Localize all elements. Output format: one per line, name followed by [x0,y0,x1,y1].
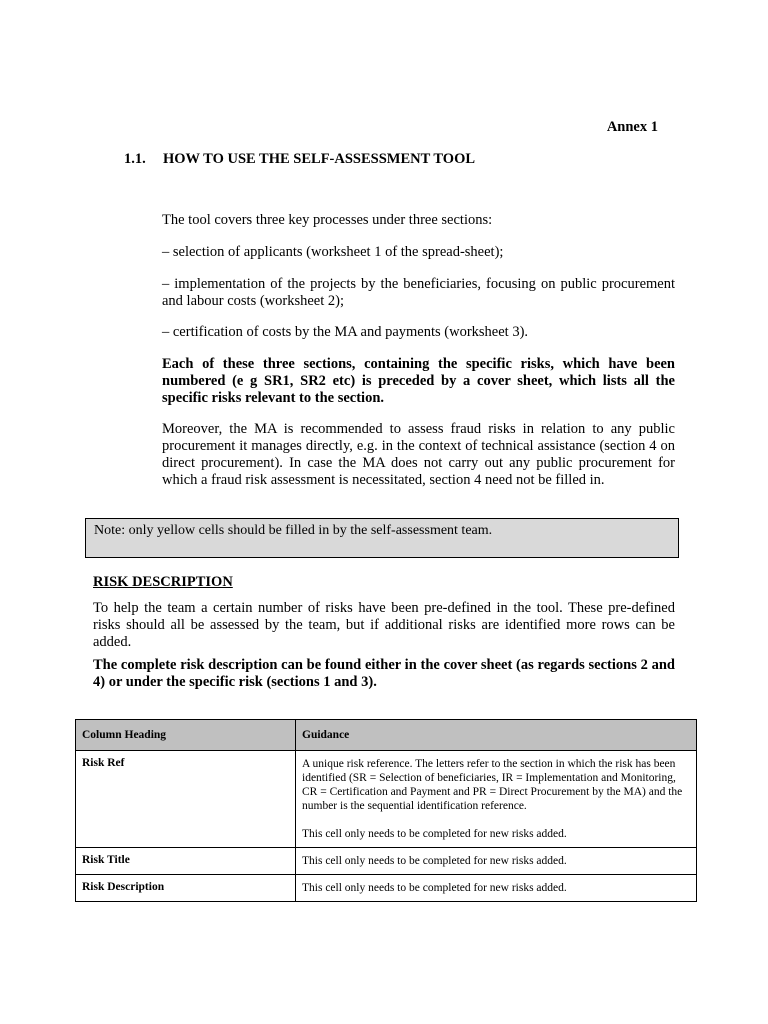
table-row [76,875,697,902]
cover-sheet-paragraph: Each of these three sections, containing the specific risks, which have been numbered (e g SR1, SR2 etc) is preceded by a cover sheet, which lists all the specific risks relevant to the section. [162,356,675,406]
annex-label: Annex 1 [606,119,658,135]
intro-item-1: – selection of applicants (worksheet 1 of the spread-sheet); [162,244,504,260]
guidance-cell: This cell only needs to be completed for new risks added. [296,848,697,875]
guidance-table [75,719,697,902]
table-row [76,751,697,848]
note-text: Note: only yellow cells should be filled in by the self-assessment team. [94,523,493,538]
intro-lead: The tool covers three key processes under three sections: [162,212,493,228]
risk-description-bold-paragraph: The complete risk description can be found either in the cover sheet (as regards sections 2 and 4) or under the specific risk (sections 1 and 3). [93,657,675,690]
section-number: 1.1. [124,151,146,167]
column-heading-cell: Risk Ref [76,751,296,848]
guidance-cell [296,751,697,848]
column-heading-cell: Risk Description [76,875,296,902]
guidance-text: A unique risk reference. The letters refer to the section in which the risk has been identified (SR = Selection of beneficiaries, IR = Implementation and Monitoring, CR = Certification and Payment and PR = Direct Procurement by the MA) and the number is the sequential identification reference. [302,758,683,812]
note-box [85,518,679,558]
guidance-cell: This cell only needs to be completed for new risks added. [296,875,697,902]
table-header-cell: Guidance [296,720,697,751]
table-header-cell: Column Heading [76,720,296,751]
guidance-text: This cell only needs to be completed for new risks added. [302,828,567,840]
risk-description-paragraph: To help the team a certain number of risks have been pre-defined in the tool. These pre-defined risks should all be assessed by the team, but if additional risks are identified more rows can be added. [93,600,675,650]
intro-item-2: – implementation of the projects by the beneficiaries, focusing on public procurement and labour costs (worksheet 2); [162,276,675,309]
risk-description-title: RISK DESCRIPTION [93,574,233,590]
table-header-row [76,720,697,751]
section-title: HOW TO USE THE SELF-ASSESSMENT TOOL [163,151,476,167]
column-heading-cell: Risk Title [76,848,296,875]
table-row [76,848,697,875]
direct-procurement-paragraph: Moreover, the MA is recommended to assess fraud risks in relation to any public procurement it manages directly, e.g. in the context of technical assistance (section 4 on direct procurement). In case the MA does not carry out any public procurement for which a fraud risk assessment is necessitated, section 4 need not be filled in. [162,421,675,488]
intro-item-3: – certification of costs by the MA and payments (worksheet 3). [162,324,529,340]
